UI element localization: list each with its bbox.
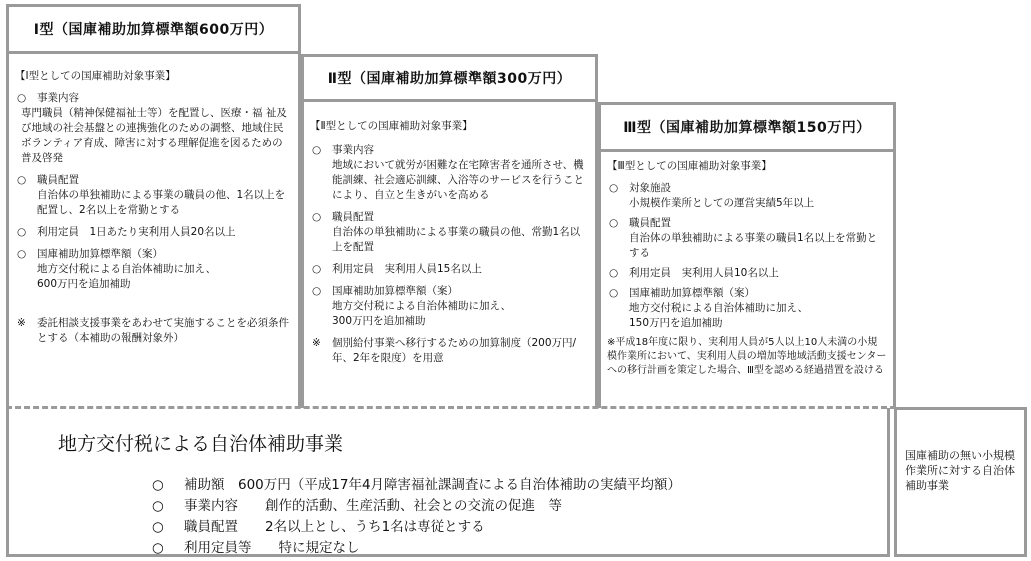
type1-note: ※ 委託相談支援事業をあわせて実施することを必須条件とする（本補助の報酬対象外） [17, 317, 289, 344]
type3-title [598, 102, 896, 152]
type1-title-text: Ⅰ型（国庫補助加算標準額600万円） [33, 22, 274, 38]
type2-item: ○ 国庫補助加算標準額（案） 地方交付税による自治体補助に加え、 300万円を追加補助 [312, 285, 512, 327]
subsidy-item: ○ 補助額 600万円（平成17年4月障害福祉課調査による自治体補助の実績平均額） [152, 477, 682, 493]
type3-note: ※平成18年度に限り、実利用人員が5人以上10人未満の小規模作業所において、実利用人員の増加等地域活動支援センターへの移行計画を策定した場合、Ⅲ型を認める経過措置を設ける [607, 337, 887, 376]
non-subsidized-workshop-box [894, 407, 1027, 557]
type2-item-list [310, 143, 589, 329]
type3-column [598, 152, 896, 408]
type1-item: ○ 職員配置 自治体の単独補助による事業の職員の他、1名以上を配置し、2名以上を常勤とする [17, 174, 286, 216]
type2-section-heading: 【Ⅱ型としての国庫補助対象事業】 [310, 120, 473, 132]
type1-item-list [15, 91, 292, 292]
type2-title-text: Ⅱ型（国庫補助加算標準額300万円） [327, 71, 572, 87]
local-tax-subsidy-title: 地方交付税による自治体補助事業 [58, 433, 344, 455]
type1-column [6, 54, 301, 408]
type2-item: ○ 利用定員 実利用人員15名以上 [312, 263, 482, 275]
type1-section-heading: 【Ⅰ型としての国庫補助対象事業】 [15, 70, 176, 82]
type3-title-text: Ⅲ型（国庫補助加算標準額150万円） [623, 120, 871, 136]
type2-title [301, 54, 598, 102]
type3-section-heading: 【Ⅲ型としての国庫補助対象事業】 [607, 160, 772, 172]
type1-item: ○ 事業内容 専門職員（精神保健福祉士等）を配置し、医療・福 祉及び地域の社会基盤との連携強化のための調整、地域住民ボランティア育成、障害に対する理解促進を図るための普及啓発 [17, 92, 287, 164]
type2-note: ※ 個別給付事業へ移行するための加算制度（200万円/年、2年を限度）を用意 [312, 337, 577, 364]
type2-item: ○ 事業内容 地域において就労が困難な在宅障害者を通所させ、機能訓練、社会適応訓練、入浴等のサービスを行うことにより、自立と生きがいを高める [312, 144, 584, 201]
type3-item-list [607, 181, 887, 331]
non-subsidized-workshop-text: 国庫補助の無い小規模作業所に対する自治体補助事業 [905, 449, 1015, 492]
type1-item: ○ 利用定員 1日あたり実利用人員20名以上 [17, 226, 236, 238]
type3-item: ○ 対象施設 小規模作業所としての運営実績5年以上 [609, 182, 815, 209]
type2-item: ○ 職員配置 自治体の単独補助による事業の職員の他、常勤1名以上を配置 [312, 211, 581, 253]
type3-item: ○ 利用定員 実利用人員10名以上 [609, 267, 779, 279]
type1-item: ○ 国庫補助加算標準額（案） 地方交付税による自治体補助に加え、 600万円を追加補助 [17, 248, 217, 290]
type1-title [6, 4, 301, 54]
type3-item: ○ 国庫補助加算標準額（案） 地方交付税による自治体補助に加え、 150万円を追加補助 [609, 287, 809, 329]
subsidy-item: ○ 事業内容 創作的活動、生産活動、社会との交流の促進 等 [152, 498, 562, 514]
subsidy-item: ○ 利用定員等 特に規定なし [152, 540, 360, 556]
type3-item: ○ 職員配置 自治体の単独補助による事業の職員1名以上を常勤とする [609, 217, 878, 259]
subsidy-item: ○ 職員配置 2名以上とし、うち1名は専従とする [152, 519, 485, 535]
type2-column [301, 102, 598, 408]
